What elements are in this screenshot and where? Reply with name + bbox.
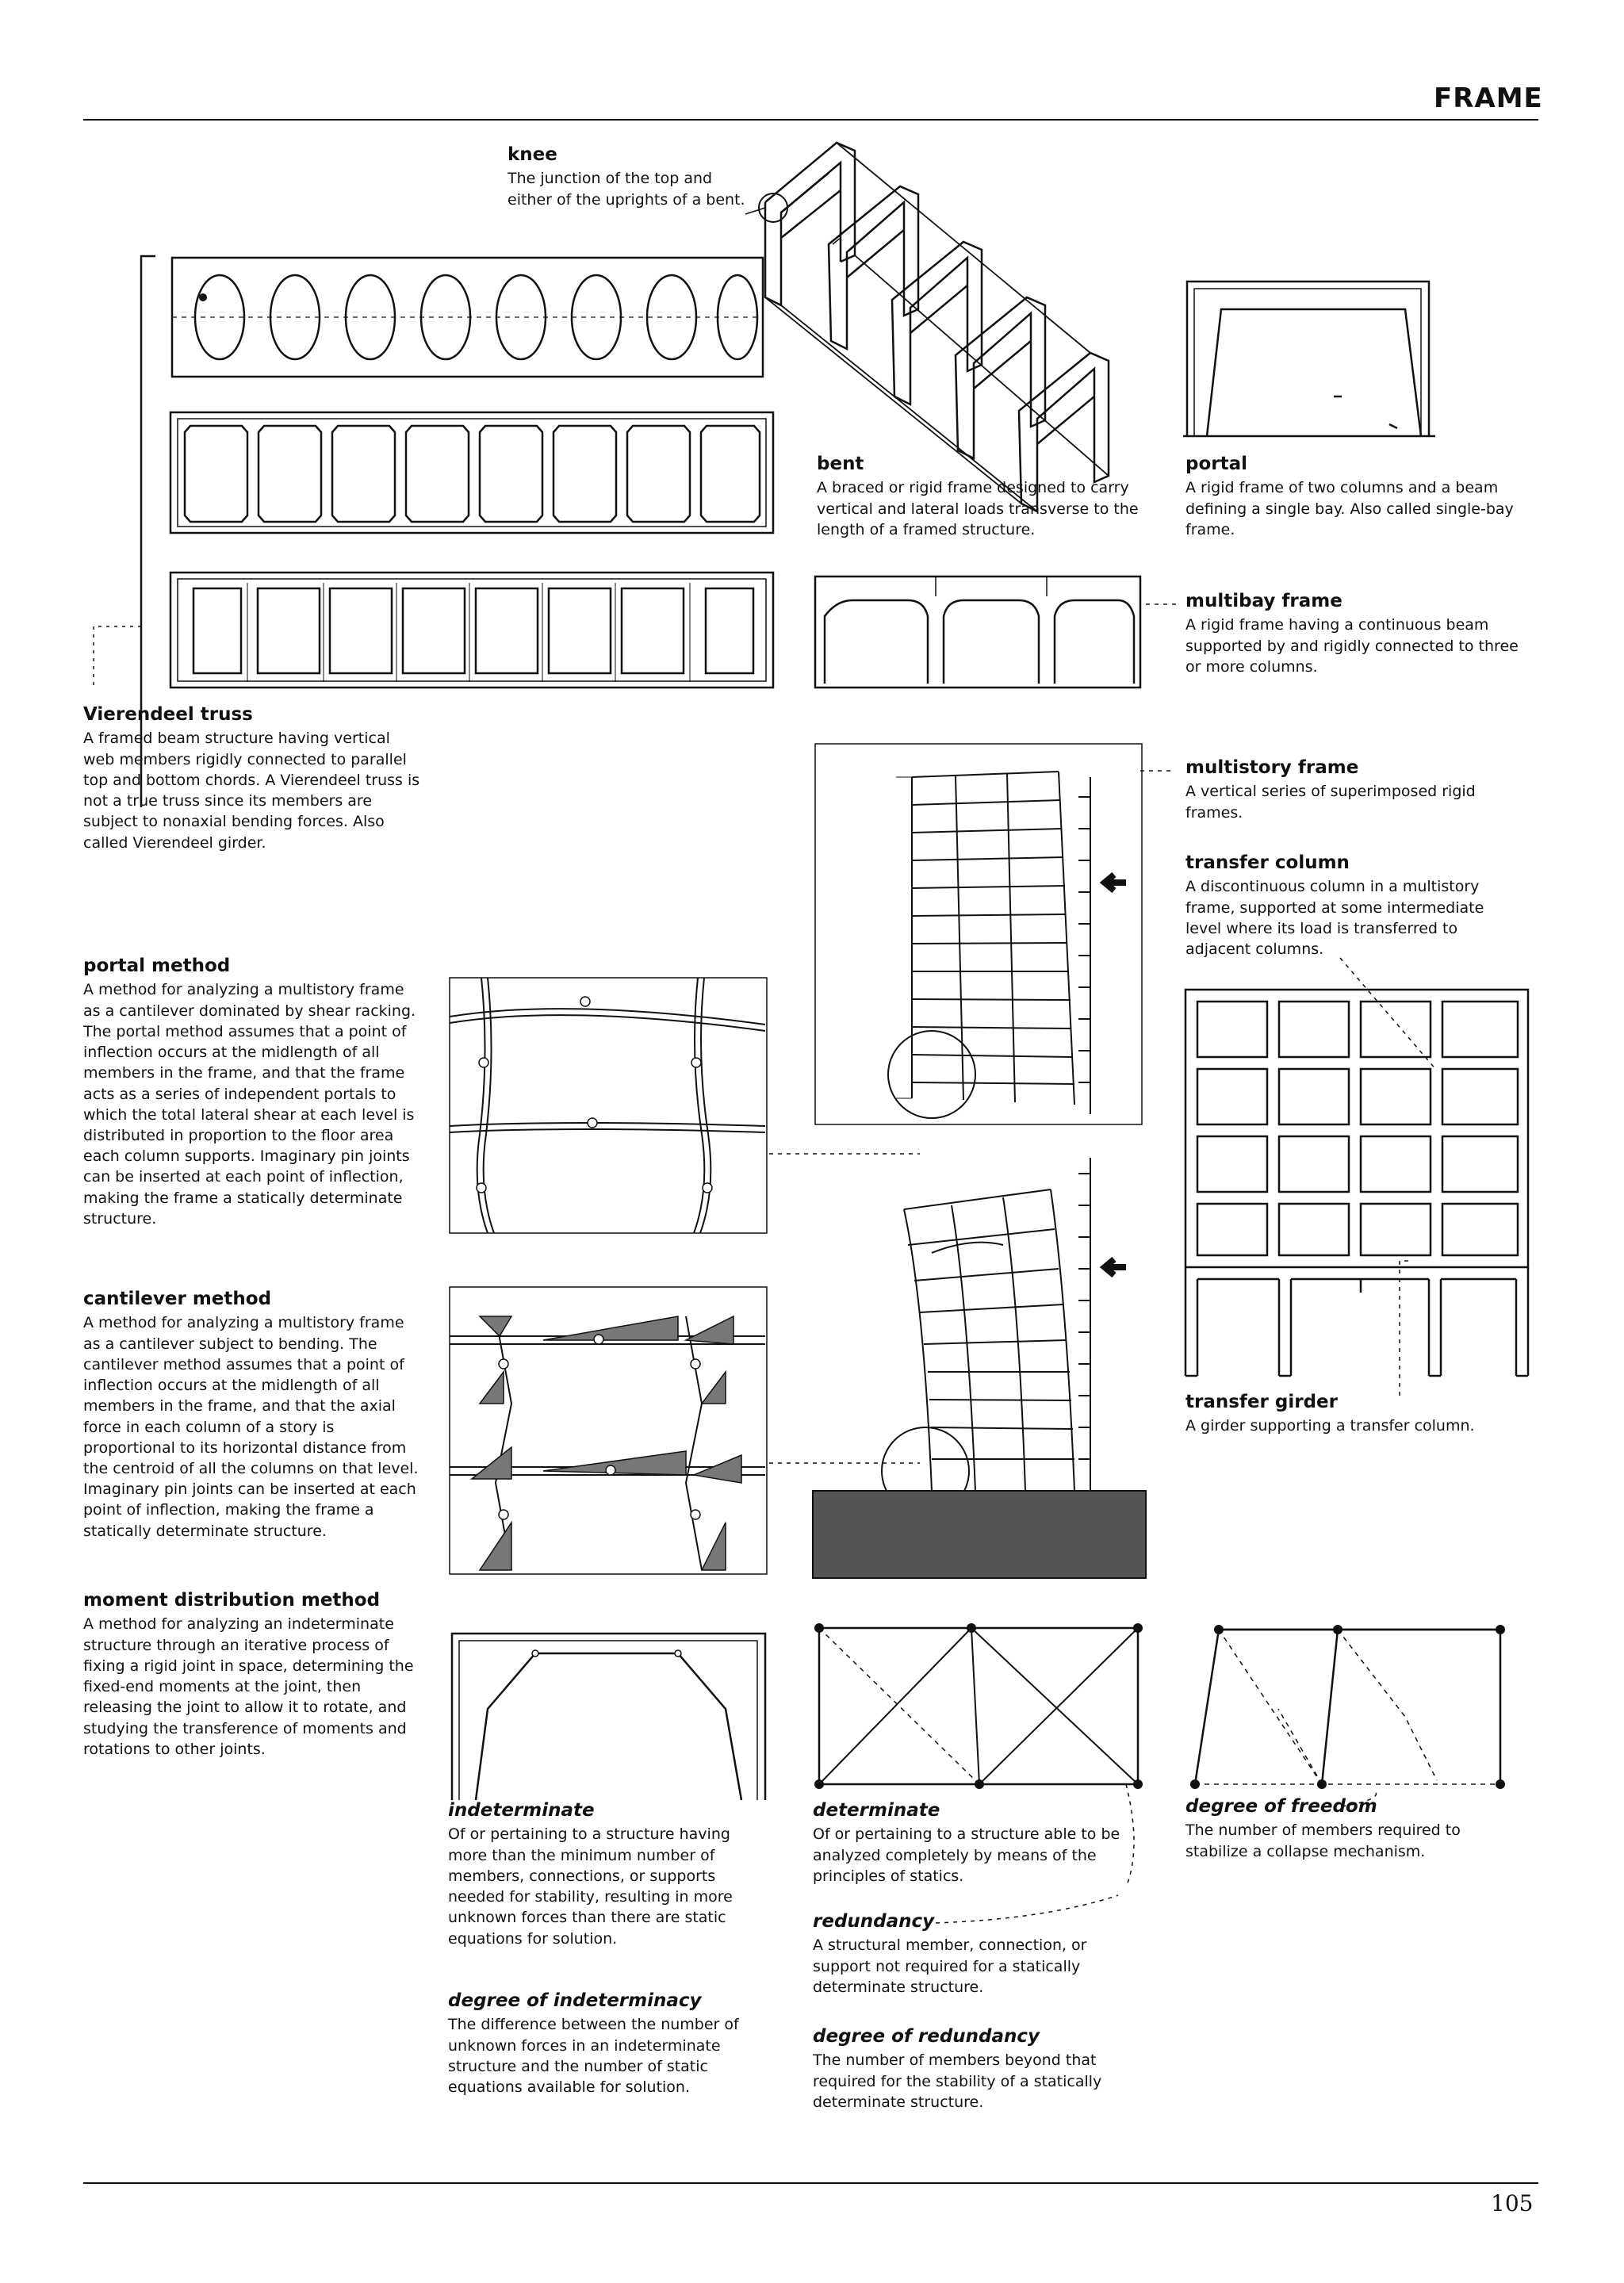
term-degree-of-freedom: degree of freedom bbox=[1185, 1796, 1377, 1817]
entry-moment-distribution-method bbox=[83, 1590, 420, 1760]
multistory-frame-bending-figure bbox=[813, 1142, 1146, 1586]
entry-cantilever-method bbox=[83, 1289, 420, 1542]
term-cantilever-method: cantilever method bbox=[83, 1289, 272, 1309]
entry-degree-of-freedom bbox=[1185, 1796, 1519, 1862]
def-vierendeel-truss: A framed beam structure having vertical web members rigidly connected to parallel top and bottom chords. A Vierendeel truss is not a true truss since its members are subject to nonaxial bending forces. Also called Vierendeel girder. bbox=[83, 730, 420, 852]
portal-method-figure bbox=[448, 975, 769, 1237]
def-degree-of-freedom: The number of members required to stabilize a collapse mechanism. bbox=[1185, 1821, 1461, 1860]
entry-portal-method bbox=[83, 956, 420, 1229]
entry-vierendeel-truss bbox=[83, 704, 420, 853]
transfer-column-frame-figure bbox=[1183, 987, 1532, 1384]
def-degree-of-redundancy: The number of members beyond that required for the stability of a statically determinate structure. bbox=[813, 2051, 1102, 2111]
term-degree-of-indeterminacy: degree of indeterminacy bbox=[448, 1990, 702, 2011]
def-knee: The junction of the top and either of the uprights of a bent. bbox=[508, 170, 745, 209]
def-portal: A rigid frame of two columns and a beam defining a single bay. Also called single-bay frame. bbox=[1185, 479, 1514, 538]
def-degree-of-indeterminacy: The difference between the number of unknown forces in an indeterminate structure and the number of static equations available for solution. bbox=[448, 2016, 739, 2097]
term-redundancy: redundancy bbox=[813, 1911, 935, 1932]
term-transfer-column: transfer column bbox=[1185, 852, 1350, 873]
entry-determinate bbox=[813, 1800, 1126, 1887]
cantilever-method-figure bbox=[448, 1285, 769, 1578]
entry-portal bbox=[1185, 454, 1519, 540]
indeterminate-figure bbox=[448, 1622, 773, 1804]
entry-degree-of-indeterminacy bbox=[448, 1990, 761, 2097]
def-redundancy: A structural member, connection, or support not required for a statically determinate structure. bbox=[813, 1936, 1087, 1996]
entry-multibay-frame bbox=[1185, 591, 1519, 677]
def-transfer-girder: A girder supporting a transfer column. bbox=[1185, 1417, 1475, 1435]
term-knee: knee bbox=[508, 144, 557, 165]
term-portal-method: portal method bbox=[83, 956, 231, 976]
entry-transfer-girder bbox=[1185, 1392, 1534, 1437]
degree-of-freedom-figure bbox=[1183, 1622, 1516, 1792]
term-degree-of-redundancy: degree of redundancy bbox=[813, 2026, 1040, 2047]
entry-indeterminate bbox=[448, 1800, 761, 1949]
page-number: 105 bbox=[1491, 2190, 1534, 2216]
term-portal: portal bbox=[1185, 454, 1248, 474]
def-cantilever-method: A method for analyzing a multistory frame as a cantilever subject to bending. The cantilever method assumes that a point of inflection occurs at the midlength of all members in the frame, and that the axial force in each column of a story is proportional to its horizontal distance from the centroid of all the columns on that level. Imaginary pin joints can be inserted at each point of inflection, making the frame a statically determinate structure. bbox=[83, 1314, 419, 1540]
determinate-figure bbox=[813, 1622, 1146, 1792]
section-title: FRAME bbox=[1434, 82, 1543, 114]
term-moment-distribution-method: moment distribution method bbox=[83, 1590, 381, 1611]
entry-bent bbox=[817, 454, 1158, 540]
def-portal-method: A method for analyzing a multistory frame as a cantilever dominated by shear racking. The portal method assumes that a point of inflection occurs at the midlength of all members in the frame, and that the frame acts as a series of independent portals to which the total lateral shear at each level is distributed in proportion to the floor area each column supports. Imaginary pin joints can be inserted at each point of inflection, making the frame a statically determinate structure. bbox=[83, 981, 416, 1228]
def-multistory-frame: A vertical series of superimposed rigid frames. bbox=[1185, 783, 1476, 822]
def-transfer-column: A discontinuous column in a multistory frame, supported at some intermediate level where its load is transferred to adjacent columns. bbox=[1185, 878, 1484, 959]
def-multibay-frame: A rigid frame having a continuous beam supported by and rigidly connected to three or more columns. bbox=[1185, 616, 1519, 676]
def-determinate: Of or pertaining to a structure able to be analyzed completely by means of the principles of statics. bbox=[813, 1825, 1120, 1885]
term-multibay-frame: multibay frame bbox=[1185, 591, 1342, 611]
entry-knee bbox=[508, 144, 761, 210]
term-determinate: determinate bbox=[813, 1800, 940, 1821]
term-vierendeel-truss: Vierendeel truss bbox=[83, 704, 253, 725]
entry-degree-of-redundancy bbox=[813, 2026, 1126, 2113]
footer-rule bbox=[83, 2182, 1538, 2184]
entry-redundancy bbox=[813, 1911, 1126, 1998]
entry-multistory-frame bbox=[1185, 757, 1519, 823]
def-bent: A braced or rigid frame designed to carry vertical and lateral loads transverse to the length of a framed structure. bbox=[817, 479, 1139, 538]
def-moment-distribution-method: A method for analyzing an indeterminate structure through an iterative process of fixing a rigid joint in space, determining the fixed-end moments at the joint, then releasing the joint to allow it to rotate, and studying the transference of moments and rotations to other joints. bbox=[83, 1615, 414, 1758]
term-indeterminate: indeterminate bbox=[448, 1800, 595, 1821]
multistory-frame-sway-figure bbox=[813, 741, 1146, 1130]
entry-transfer-column bbox=[1185, 852, 1519, 960]
def-indeterminate: Of or pertaining to a structure having more than the minimum number of members, connections, or supports needed for stability, resulting in more unknown forces than there are static equations for solution. bbox=[448, 1825, 733, 1948]
term-multistory-frame: multistory frame bbox=[1185, 757, 1359, 778]
term-bent: bent bbox=[817, 454, 864, 474]
term-transfer-girder: transfer girder bbox=[1185, 1392, 1338, 1412]
